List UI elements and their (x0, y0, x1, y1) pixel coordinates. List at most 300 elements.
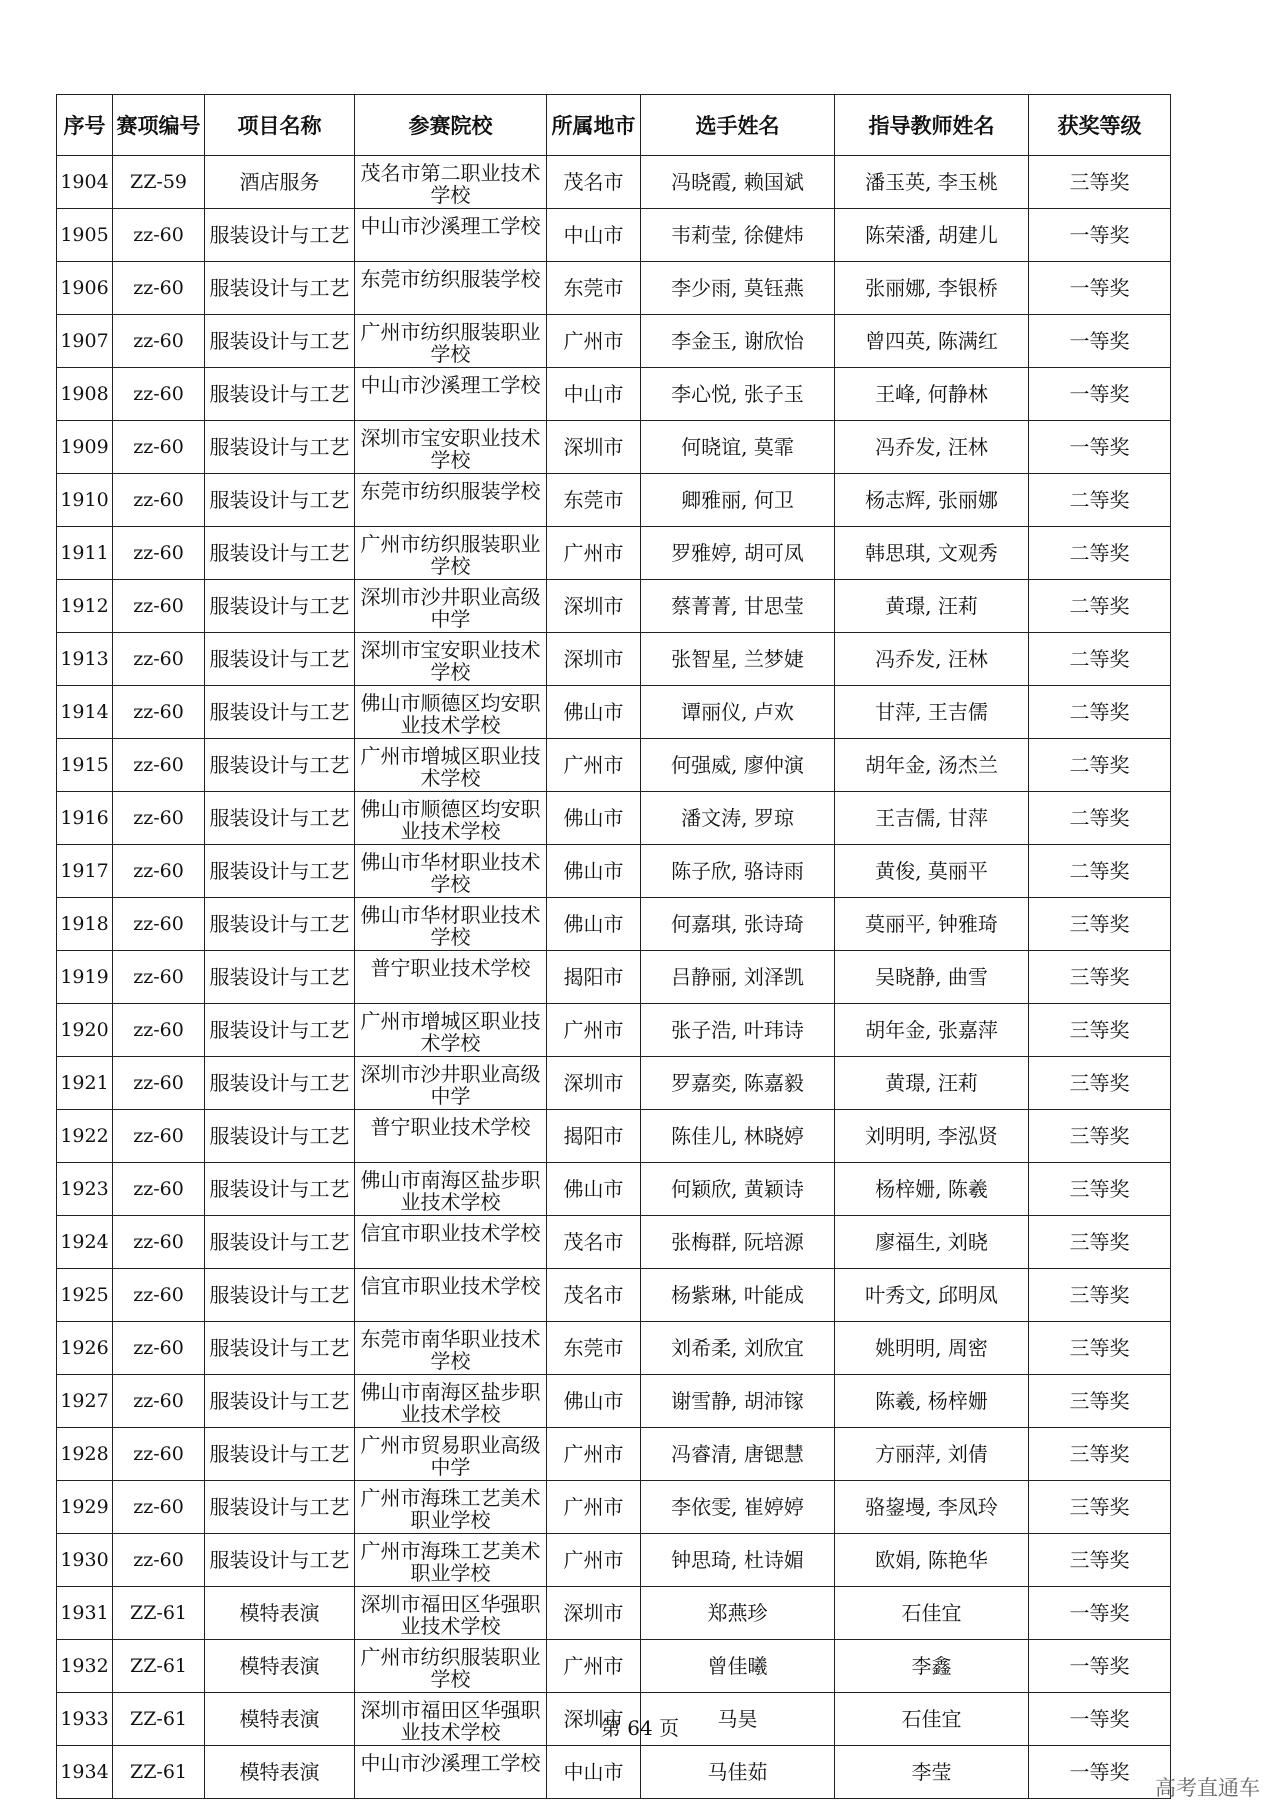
cell-event-code (113, 580, 205, 633)
cell-city-text: 广州市 (563, 1654, 624, 1678)
cell-index-text: 1925 (60, 1284, 109, 1306)
cell-instructors-text: 王吉儒, 甘萍 (875, 806, 988, 830)
cell-school-text: 广州市海珠工艺美术职业学校 (360, 1540, 541, 1584)
table-row (57, 739, 1171, 792)
cell-contestants-text: 李金玉, 谢欣怡 (671, 329, 804, 353)
table-row (57, 474, 1171, 527)
cell-award-level (1029, 1428, 1171, 1481)
cell-school-text: 佛山市顺德区均安职业技术学校 (360, 692, 541, 736)
table-row (57, 951, 1171, 1004)
cell-contestants-text: 张梅群, 阮培源 (671, 1230, 804, 1254)
cell-contestants-text: 罗雅婷, 胡可凤 (671, 541, 804, 565)
cell-city (547, 951, 641, 1004)
cell-event-code-text: zz-60 (133, 1231, 184, 1253)
table-row (57, 1481, 1171, 1534)
cell-contestants-text: 谢雪静, 胡沛镓 (671, 1389, 804, 1413)
cell-city-text: 广州市 (563, 329, 624, 353)
cell-city (547, 1587, 641, 1640)
cell-project-name (205, 580, 355, 633)
cell-instructors-text: 莫丽平, 钟雅琦 (865, 912, 998, 936)
cell-instructors (835, 1110, 1029, 1163)
cell-project-name (205, 1534, 355, 1587)
cell-contestants-text: 马佳茹 (707, 1760, 768, 1784)
cell-project-name-text: 服装设计与工艺 (209, 753, 350, 777)
cell-city (547, 792, 641, 845)
cell-city (547, 739, 641, 792)
cell-school-text: 广州市纺织服装职业学校 (360, 533, 541, 577)
cell-index-text: 1922 (60, 1125, 109, 1147)
cell-index (57, 1216, 113, 1269)
table-row (57, 1163, 1171, 1216)
cell-award-level-text: 三等奖 (1069, 1071, 1130, 1095)
cell-school (355, 1481, 547, 1534)
cell-contestants (641, 1428, 835, 1481)
cell-instructors-text: 石佳宜 (901, 1601, 962, 1625)
cell-award-level-text: 一等奖 (1069, 435, 1130, 459)
cell-index (57, 1322, 113, 1375)
cell-instructors (835, 421, 1029, 474)
table-row (57, 1587, 1171, 1640)
cell-award-level (1029, 1481, 1171, 1534)
cell-city-text: 揭阳市 (563, 965, 624, 989)
cell-index-text: 1927 (60, 1390, 109, 1412)
cell-city-text: 深圳市 (563, 594, 624, 618)
cell-index-text: 1932 (60, 1655, 109, 1677)
cell-project-name-text: 服装设计与工艺 (209, 1389, 350, 1413)
cell-project-name-text: 模特表演 (239, 1601, 320, 1625)
cell-instructors-text: 廖福生, 刘晓 (875, 1230, 988, 1254)
cell-city (547, 1375, 641, 1428)
cell-award-level (1029, 262, 1171, 315)
cell-event-code-text: ZZ-61 (130, 1761, 187, 1783)
cell-project-name-text: 服装设计与工艺 (209, 700, 350, 724)
cell-school (355, 1269, 547, 1322)
cell-event-code-text: ZZ-61 (130, 1602, 187, 1624)
cell-contestants-text: 吕静丽, 刘泽凯 (671, 965, 804, 989)
cell-award-level-text: 三等奖 (1069, 912, 1130, 936)
cell-project-name-text: 服装设计与工艺 (209, 965, 350, 989)
cell-project-name (205, 792, 355, 845)
cell-instructors (835, 739, 1029, 792)
cell-instructors (835, 209, 1029, 262)
cell-event-code (113, 1269, 205, 1322)
table-row (57, 1534, 1171, 1587)
cell-event-code (113, 1534, 205, 1587)
cell-project-name-text: 服装设计与工艺 (209, 1548, 350, 1572)
header-col-school: 参赛院校 (355, 95, 547, 156)
cell-city-text: 深圳市 (563, 647, 624, 671)
cell-award-level (1029, 474, 1171, 527)
cell-contestants (641, 1640, 835, 1693)
cell-project-name-text: 服装设计与工艺 (209, 1230, 350, 1254)
cell-school (355, 1216, 547, 1269)
cell-city-text: 广州市 (563, 541, 624, 565)
cell-contestants-text: 张智星, 兰梦婕 (671, 647, 804, 671)
cell-project-name (205, 1216, 355, 1269)
cell-event-code-text: zz-60 (133, 1072, 184, 1094)
cell-contestants (641, 1587, 835, 1640)
table-row (57, 686, 1171, 739)
cell-school (355, 1746, 547, 1799)
cell-index (57, 1375, 113, 1428)
cell-index-text: 1924 (60, 1231, 109, 1253)
cell-award-level-text: 三等奖 (1069, 1230, 1130, 1254)
cell-project-name (205, 898, 355, 951)
cell-instructors-text: 姚明明, 周密 (875, 1336, 988, 1360)
cell-award-level-text: 一等奖 (1069, 276, 1130, 300)
cell-school (355, 156, 547, 209)
cell-event-code (113, 262, 205, 315)
cell-city (547, 1110, 641, 1163)
cell-event-code-text: zz-60 (133, 224, 184, 246)
cell-event-code (113, 421, 205, 474)
cell-project-name (205, 686, 355, 739)
cell-city-text: 深圳市 (563, 1601, 624, 1625)
cell-event-code-text: zz-60 (133, 1284, 184, 1306)
cell-city-text: 深圳市 (563, 435, 624, 459)
cell-contestants (641, 156, 835, 209)
cell-event-code-text: zz-60 (133, 1178, 184, 1200)
cell-city (547, 845, 641, 898)
cell-project-name-text: 服装设计与工艺 (209, 435, 350, 459)
cell-city-text: 深圳市 (563, 1071, 624, 1095)
cell-contestants-text: 罗嘉奕, 陈嘉毅 (671, 1071, 804, 1095)
cell-award-level-text: 三等奖 (1069, 1283, 1130, 1307)
cell-school-text: 中山市沙溪理工学校 (360, 374, 541, 397)
cell-award-level-text: 三等奖 (1069, 1548, 1130, 1572)
cell-event-code-text: zz-60 (133, 807, 184, 829)
cell-index (57, 315, 113, 368)
cell-city (547, 421, 641, 474)
cell-contestants (641, 474, 835, 527)
cell-school-text: 深圳市宝安职业技术学校 (360, 639, 541, 683)
cell-school-text: 佛山市华材职业技术学校 (360, 851, 541, 895)
cell-contestants (641, 898, 835, 951)
cell-index-text: 1926 (60, 1337, 109, 1359)
cell-school-text: 中山市沙溪理工学校 (360, 215, 541, 238)
header-col-city: 所属地市 (547, 95, 641, 156)
cell-award-level (1029, 898, 1171, 951)
cell-award-level (1029, 1587, 1171, 1640)
cell-school-text: 东莞市纺织服装学校 (360, 480, 541, 503)
cell-index (57, 527, 113, 580)
cell-project-name (205, 156, 355, 209)
cell-contestants (641, 580, 835, 633)
cell-project-name (205, 368, 355, 421)
cell-city-text: 茂名市 (563, 1283, 624, 1307)
cell-instructors-text: 杨梓姗, 陈羲 (875, 1177, 988, 1201)
cell-instructors (835, 1640, 1029, 1693)
cell-school (355, 1587, 547, 1640)
cell-school-text: 深圳市福田区华强职业技术学校 (360, 1699, 541, 1743)
cell-event-code-text: zz-60 (133, 1390, 184, 1412)
cell-contestants-text: 李少雨, 莫钰燕 (671, 276, 804, 300)
cell-project-name (205, 1428, 355, 1481)
cell-school-text: 普宁职业技术学校 (370, 957, 531, 980)
cell-instructors (835, 1481, 1029, 1534)
cell-index-text: 1933 (60, 1708, 109, 1730)
cell-city (547, 156, 641, 209)
cell-city (547, 1746, 641, 1799)
cell-award-level (1029, 845, 1171, 898)
cell-school-text: 深圳市宝安职业技术学校 (360, 427, 541, 471)
cell-award-level (1029, 1269, 1171, 1322)
page-number: 第 64 页 (600, 1716, 680, 1740)
cell-award-level (1029, 951, 1171, 1004)
cell-event-code (113, 1163, 205, 1216)
cell-school (355, 951, 547, 1004)
cell-school (355, 315, 547, 368)
cell-city (547, 368, 641, 421)
cell-index (57, 633, 113, 686)
cell-contestants-text: 蔡菁菁, 甘思莹 (671, 594, 804, 618)
cell-school (355, 792, 547, 845)
cell-award-level (1029, 527, 1171, 580)
cell-city (547, 1216, 641, 1269)
cell-index-text: 1928 (60, 1443, 109, 1465)
cell-award-level-text: 二等奖 (1069, 541, 1130, 565)
cell-contestants (641, 1746, 835, 1799)
cell-school-text: 深圳市沙井职业高级中学 (360, 586, 541, 630)
table-row (57, 527, 1171, 580)
cell-school-text: 广州市增城区职业技术学校 (360, 745, 541, 789)
cell-event-code-text: zz-60 (133, 913, 184, 935)
cell-award-level (1029, 1534, 1171, 1587)
header-col-project-name: 项目名称 (205, 95, 355, 156)
cell-instructors-text: 陈羲, 杨梓姗 (875, 1389, 988, 1413)
cell-school-text: 佛山市南海区盐步职业技术学校 (360, 1169, 541, 1213)
cell-contestants (641, 1322, 835, 1375)
cell-index-text: 1909 (60, 436, 109, 458)
cell-instructors-text: 王峰, 何静林 (875, 382, 988, 406)
cell-index (57, 580, 113, 633)
cell-award-level-text: 二等奖 (1069, 647, 1130, 671)
cell-award-level-text: 三等奖 (1069, 1018, 1130, 1042)
cell-instructors-text: 韩思琪, 文观秀 (865, 541, 998, 565)
cell-contestants (641, 739, 835, 792)
cell-index-text: 1904 (60, 171, 109, 193)
cell-school-text: 中山市沙溪理工学校 (360, 1752, 541, 1775)
cell-project-name (205, 315, 355, 368)
cell-award-level-text: 一等奖 (1069, 1601, 1130, 1625)
cell-award-level-text: 三等奖 (1069, 170, 1130, 194)
cell-instructors-text: 刘明明, 李泓贤 (865, 1124, 998, 1148)
cell-index-text: 1906 (60, 277, 109, 299)
cell-project-name (205, 421, 355, 474)
cell-contestants (641, 1004, 835, 1057)
cell-instructors (835, 1375, 1029, 1428)
cell-school-text: 广州市纺织服装职业学校 (360, 321, 541, 365)
cell-event-code (113, 951, 205, 1004)
cell-instructors-text: 冯乔发, 汪林 (875, 435, 988, 459)
cell-instructors (835, 315, 1029, 368)
cell-city (547, 527, 641, 580)
cell-event-code (113, 474, 205, 527)
cell-event-code (113, 368, 205, 421)
cell-school-text: 深圳市福田区华强职业技术学校 (360, 1593, 541, 1637)
cell-event-code-text: zz-60 (133, 277, 184, 299)
cell-contestants (641, 315, 835, 368)
cell-city (547, 1481, 641, 1534)
cell-city (547, 1640, 641, 1693)
cell-project-name-text: 服装设计与工艺 (209, 912, 350, 936)
table-row (57, 1216, 1171, 1269)
cell-index-text: 1921 (60, 1072, 109, 1094)
cell-index-text: 1908 (60, 383, 109, 405)
cell-contestants-text: 韦莉莹, 徐健炜 (671, 223, 804, 247)
cell-project-name (205, 1057, 355, 1110)
table-row (57, 1375, 1171, 1428)
cell-instructors (835, 580, 1029, 633)
cell-award-level-text: 三等奖 (1069, 1336, 1130, 1360)
table-row (57, 1640, 1171, 1693)
cell-school (355, 1640, 547, 1693)
cell-index (57, 474, 113, 527)
cell-index-text: 1920 (60, 1019, 109, 1041)
cell-instructors-text: 李鑫 (911, 1654, 952, 1678)
cell-school-text: 佛山市顺德区均安职业技术学校 (360, 798, 541, 842)
cell-contestants-text: 杨紫琳, 叶能成 (671, 1283, 804, 1307)
cell-instructors (835, 1057, 1029, 1110)
table-row (57, 792, 1171, 845)
cell-contestants-text: 钟思琦, 杜诗媚 (671, 1548, 804, 1572)
cell-project-name (205, 1375, 355, 1428)
cell-instructors-text: 黄璟, 汪莉 (885, 594, 978, 618)
cell-index (57, 1746, 113, 1799)
cell-award-level (1029, 1322, 1171, 1375)
cell-award-level-text: 一等奖 (1069, 382, 1130, 406)
cell-city (547, 474, 641, 527)
cell-instructors-text: 潘玉英, 李玉桃 (865, 170, 998, 194)
table-row (57, 898, 1171, 951)
cell-city (547, 580, 641, 633)
cell-index (57, 845, 113, 898)
cell-instructors-text: 胡年金, 张嘉萍 (865, 1018, 998, 1042)
cell-award-level-text: 二等奖 (1069, 806, 1130, 830)
cell-instructors (835, 527, 1029, 580)
cell-event-code-text: zz-60 (133, 1019, 184, 1041)
cell-school (355, 686, 547, 739)
cell-index-text: 1912 (60, 595, 109, 617)
cell-city (547, 1428, 641, 1481)
cell-index-text: 1913 (60, 648, 109, 670)
cell-index-text: 1919 (60, 966, 109, 988)
cell-index (57, 1163, 113, 1216)
cell-city-text: 东莞市 (563, 276, 624, 300)
cell-event-code-text: zz-60 (133, 330, 184, 352)
cell-event-code-text: zz-60 (133, 436, 184, 458)
cell-contestants (641, 686, 835, 739)
cell-index-text: 1914 (60, 701, 109, 723)
cell-event-code (113, 633, 205, 686)
cell-event-code-text: zz-60 (133, 1496, 184, 1518)
cell-city (547, 315, 641, 368)
cell-index-text: 1907 (60, 330, 109, 352)
table-row (57, 633, 1171, 686)
cell-city-text: 揭阳市 (563, 1124, 624, 1148)
cell-instructors-text: 甘萍, 王吉儒 (875, 700, 988, 724)
cell-contestants-text: 冯睿清, 唐锶慧 (671, 1442, 804, 1466)
cell-contestants (641, 1057, 835, 1110)
cell-city-text: 广州市 (563, 1442, 624, 1466)
cell-project-name-text: 酒店服务 (239, 170, 320, 194)
cell-event-code-text: zz-60 (133, 489, 184, 511)
cell-contestants-text: 潘文涛, 罗琼 (681, 806, 794, 830)
cell-contestants-text: 何强威, 廖仲演 (671, 753, 804, 777)
cell-school (355, 527, 547, 580)
cell-index (57, 1269, 113, 1322)
cell-instructors (835, 1746, 1029, 1799)
cell-contestants-text: 李心悦, 张子玉 (671, 382, 804, 406)
cell-index-text: 1934 (60, 1761, 109, 1783)
cell-index-text: 1910 (60, 489, 109, 511)
cell-instructors-text: 曾四英, 陈满红 (865, 329, 998, 353)
cell-school-text: 普宁职业技术学校 (370, 1116, 531, 1139)
cell-award-level (1029, 686, 1171, 739)
cell-award-level (1029, 1640, 1171, 1693)
cell-award-level (1029, 1746, 1171, 1799)
cell-city-text: 佛山市 (563, 1389, 624, 1413)
cell-index (57, 1057, 113, 1110)
cell-instructors (835, 156, 1029, 209)
cell-index (57, 209, 113, 262)
cell-instructors (835, 792, 1029, 845)
cell-award-level-text: 三等奖 (1069, 1495, 1130, 1519)
cell-instructors (835, 845, 1029, 898)
cell-project-name (205, 951, 355, 1004)
cell-award-level-text: 三等奖 (1069, 1442, 1130, 1466)
cell-city (547, 209, 641, 262)
cell-city-text: 广州市 (563, 1495, 624, 1519)
table-header-row (57, 95, 1171, 156)
table-row (57, 156, 1171, 209)
cell-city (547, 1269, 641, 1322)
header-col-award-level: 获奖等级 (1029, 95, 1171, 156)
cell-project-name-text: 服装设计与工艺 (209, 541, 350, 565)
cell-city-text: 佛山市 (563, 859, 624, 883)
cell-event-code-text: zz-60 (133, 1125, 184, 1147)
cell-contestants-text: 郑燕珍 (707, 1601, 768, 1625)
cell-city-text: 广州市 (563, 753, 624, 777)
cell-school-text: 佛山市华材职业技术学校 (360, 904, 541, 948)
cell-project-name-text: 服装设计与工艺 (209, 1495, 350, 1519)
cell-award-level (1029, 1110, 1171, 1163)
cell-award-level-text: 一等奖 (1069, 329, 1130, 353)
cell-school (355, 580, 547, 633)
cell-contestants (641, 1269, 835, 1322)
cell-contestants-text: 李依雯, 崔婷婷 (671, 1495, 804, 1519)
cell-event-code (113, 686, 205, 739)
cell-city-text: 中山市 (563, 382, 624, 406)
cell-school (355, 1534, 547, 1587)
cell-event-code (113, 739, 205, 792)
cell-instructors-text: 叶秀文, 邱明凤 (865, 1283, 998, 1307)
cell-school (355, 1110, 547, 1163)
cell-school (355, 1375, 547, 1428)
cell-award-level (1029, 315, 1171, 368)
cell-project-name-text: 服装设计与工艺 (209, 382, 350, 406)
header-col-contestants: 选手姓名 (641, 95, 835, 156)
cell-school (355, 1004, 547, 1057)
cell-project-name-text: 服装设计与工艺 (209, 859, 350, 883)
cell-city (547, 262, 641, 315)
cell-award-level (1029, 739, 1171, 792)
cell-contestants (641, 633, 835, 686)
cell-event-code (113, 792, 205, 845)
cell-award-level-text: 一等奖 (1069, 1654, 1130, 1678)
cell-project-name-text: 服装设计与工艺 (209, 329, 350, 353)
cell-city-text: 广州市 (563, 1018, 624, 1042)
